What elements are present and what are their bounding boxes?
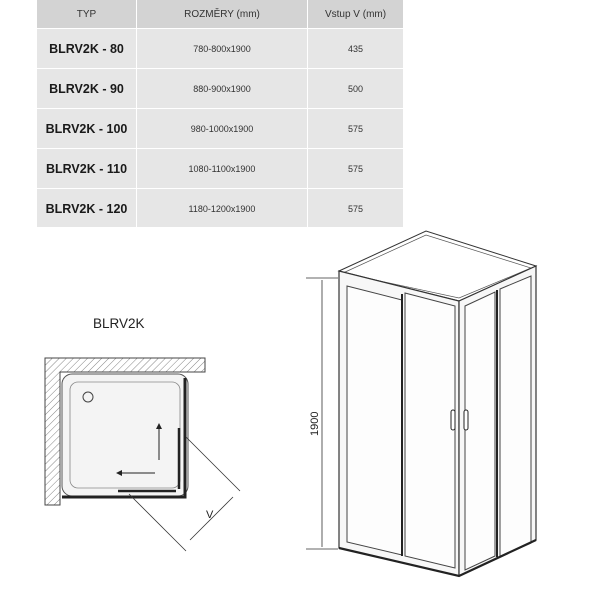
header-dimensions: ROZMĚRY (mm) — [136, 0, 308, 28]
cell-dimensions: 780-800x1900 — [136, 29, 308, 68]
header-entry: Vstup V (mm) — [324, 8, 387, 20]
cell-dimensions: 1180-1200x1900 — [136, 189, 308, 228]
plan-diagram — [45, 358, 240, 551]
cell-type: BLRV2K - 90 — [49, 81, 124, 96]
shower-tray — [62, 374, 188, 496]
v-dimension-label: V — [206, 509, 214, 521]
cell-type: BLRV2K - 80 — [49, 41, 124, 56]
cell-entry: 575 — [347, 203, 364, 214]
elevation-diagram — [306, 231, 536, 576]
plan-label: BLRV2K — [93, 316, 145, 331]
cell-dimensions: 880-900x1900 — [136, 69, 308, 108]
door-handle-icon — [464, 410, 468, 430]
cell-entry: 500 — [347, 83, 364, 94]
cell-type: BLRV2K - 100 — [45, 121, 128, 136]
header-type: TYP — [76, 8, 97, 20]
height-dimension-label: 1900 — [309, 411, 321, 436]
door-handle-icon — [451, 410, 455, 430]
cell-type: BLRV2K - 110 — [45, 161, 128, 176]
cell-entry: 575 — [347, 163, 364, 174]
cell-type: BLRV2K - 120 — [45, 201, 128, 216]
cell-dimensions: 1080-1100x1900 — [136, 149, 308, 188]
cell-dimensions: 980-1000x1900 — [136, 109, 308, 148]
cell-entry: 435 — [347, 43, 364, 54]
cell-entry: 575 — [347, 123, 364, 134]
